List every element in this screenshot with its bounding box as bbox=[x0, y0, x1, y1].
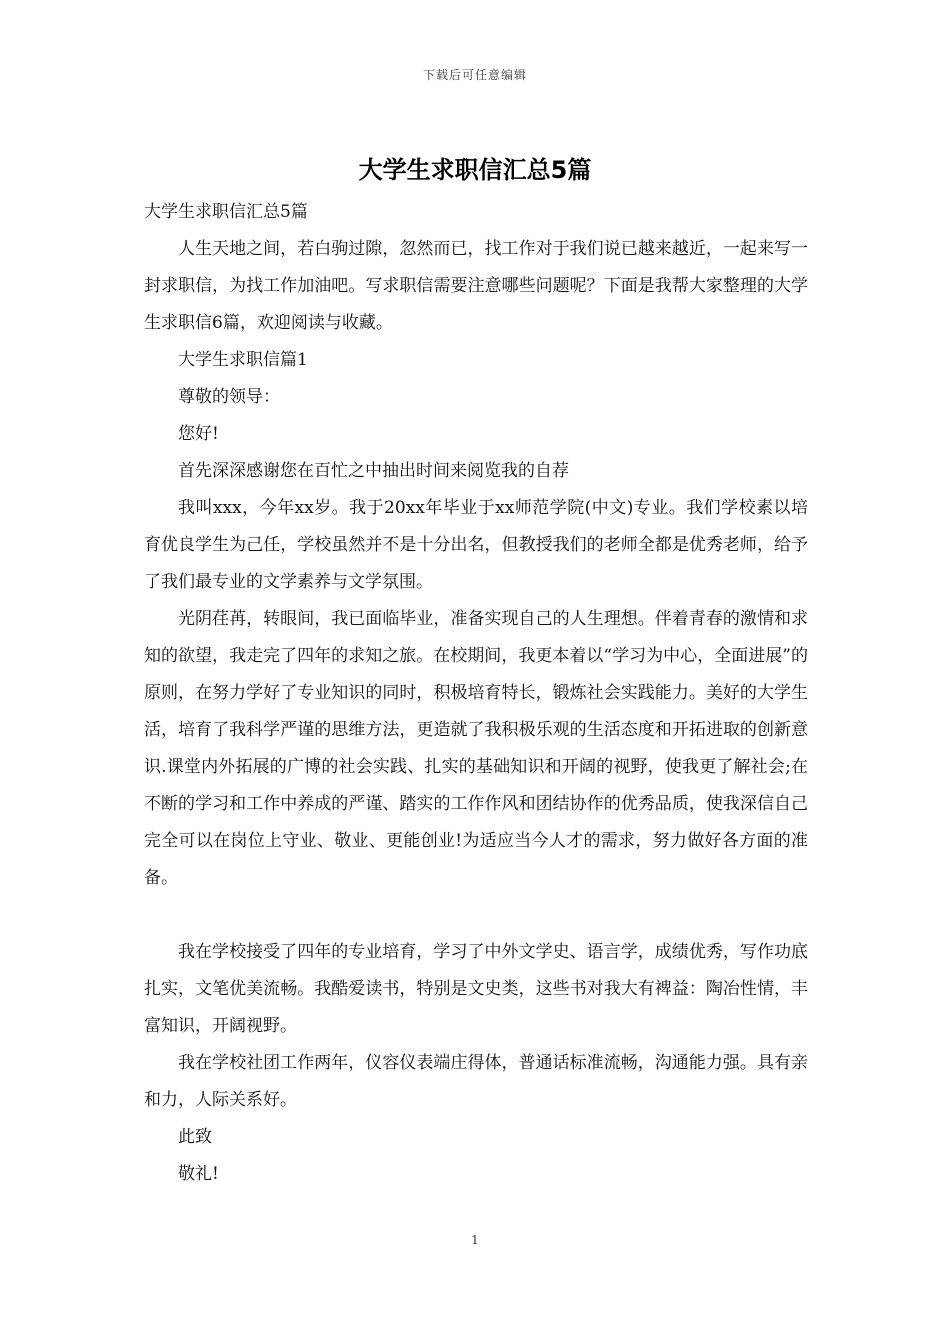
body-paragraph: 我在学校接受了四年的专业培育，学习了中外文学史、语言学，成绩优秀，写作功底扎实，文笔优美流畅。我酷爱读书，特别是文史类，这些书对我大有裨益：陶冶性情，丰富知识，开阔视野。 bbox=[144, 942, 808, 1036]
blank-line bbox=[144, 897, 808, 934]
body-paragraph: 光阴荏苒，转眼间，我已面临毕业，准备实现自己的人生理想。伴着青春的激情和求知的欲望，我走完了四年的求知之旅。在校期间，我更本着以“学习为中心，全面进展”的原则，在努力学好了专业知识的同时，积极培育特长，锻炼社会实践能力。美好的大学生活，培育了我科学严谨的思维方法，更造就了我积极乐观的生活态度和开拓进取的创新意识.课堂内外拓展的广博的社会实践、扎实的基础知识和开阔的视野，使我更了解社会;在不断的学习和工作中养成的严谨、踏实的工作作风和团结协作的优秀品质，使我深信自己完全可以在岗位上守业、敬业、更能创业!为适应当今人才的需求，努力做好各方面的准备。 bbox=[144, 609, 808, 888]
header-note: 下载后可任意编辑 bbox=[422, 68, 527, 82]
document-subtitle: 大学生求职信汇总5篇 bbox=[144, 202, 308, 222]
intro-paragraph: 人生天地之间，若白驹过隙，忽然而已，找工作对于我们说已越来越近，一起来写一封求职信，为找工作加油吧。写求职信需要注意哪些问题呢？下面是我帮大家整理的大学生求职信6篇，欢迎阅读与收藏。 bbox=[144, 239, 808, 333]
salutation: 尊敬的领导： bbox=[178, 387, 280, 407]
greeting: 您好! bbox=[178, 424, 219, 444]
closing-salute: 敬礼! bbox=[178, 1164, 219, 1184]
page-number: 1 bbox=[471, 1233, 479, 1247]
closing-line: 此致 bbox=[178, 1127, 212, 1147]
document-title: 大学生求职信汇总5篇 bbox=[358, 156, 592, 184]
document-body bbox=[144, 194, 808, 1193]
body-paragraph: 我叫xxx，今年xx岁。我于20xx年毕业于xx师范学院(中文)专业。我们学校素以培育优良学生为己任，学校虽然并不是十分出名，但教授我们的老师全都是优秀老师，给予了我们最专业的文学素养与文学氛围。 bbox=[144, 498, 808, 592]
section-heading: 大学生求职信篇1 bbox=[178, 350, 308, 370]
opening-line: 首先深深感谢您在百忙之中抽出时间来阅览我的自荐 bbox=[178, 461, 569, 481]
body-paragraph: 我在学校社团工作两年，仪容仪表端庄得体，普通话标准流畅，沟通能力强。具有亲和力，人际关系好。 bbox=[144, 1053, 808, 1110]
